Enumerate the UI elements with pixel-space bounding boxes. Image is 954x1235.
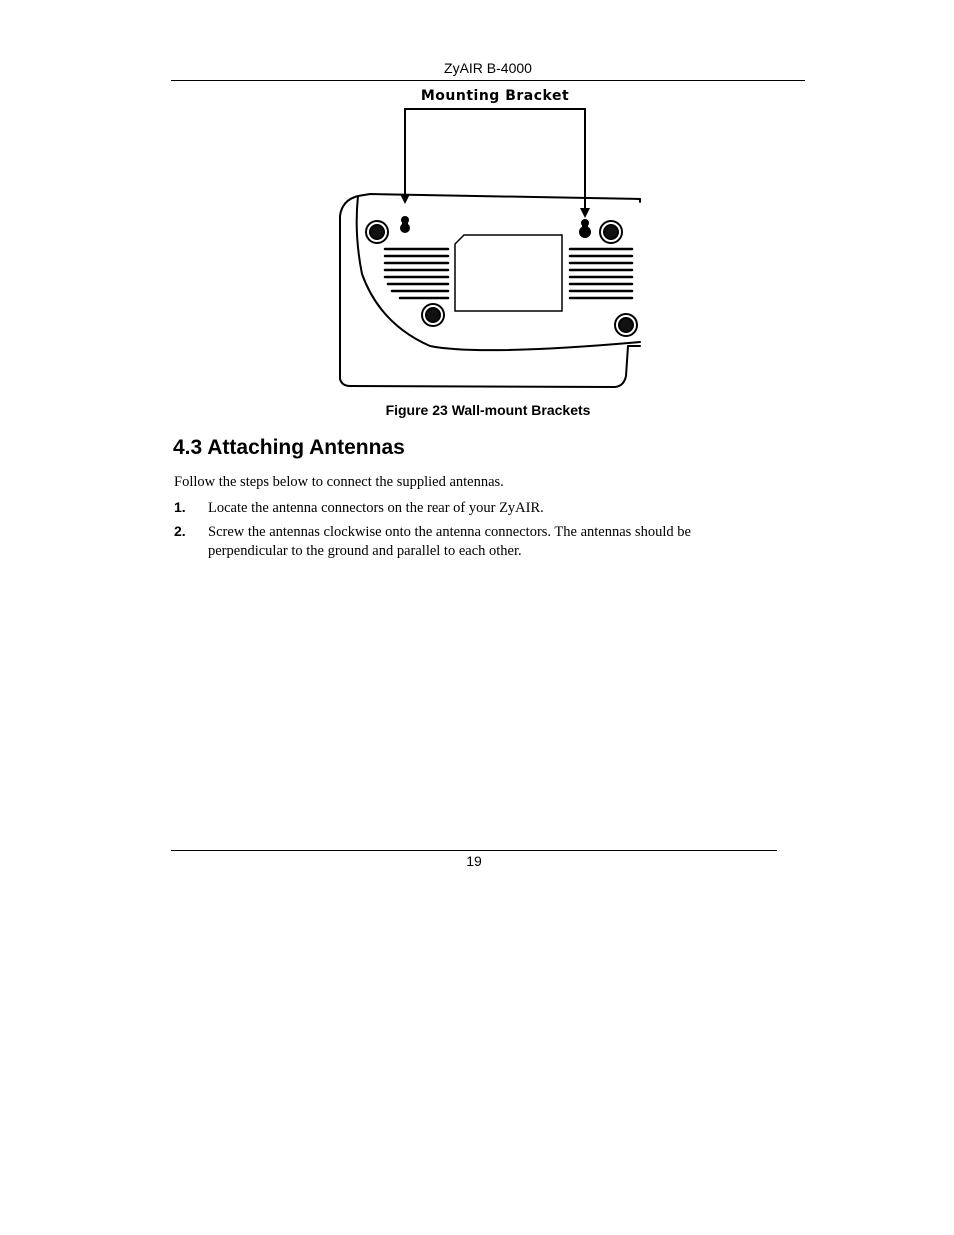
keyhole-slot-left: [400, 216, 410, 233]
header-rule: [171, 80, 805, 81]
footer-rule: [171, 850, 777, 851]
step-number: 2.: [174, 523, 186, 539]
keyhole-slot-right: [579, 219, 591, 238]
vent-slots-right: [570, 249, 632, 298]
figure-caption: Figure 23 Wall-mount Brackets: [385, 402, 591, 418]
figure-label: Mounting Bracket: [420, 88, 570, 104]
section-heading: 4.3 Attaching Antennas: [173, 436, 405, 459]
intro-paragraph: Follow the steps below to connect the supplied antennas.: [174, 474, 504, 490]
wall-mount-figure: [330, 84, 650, 394]
page-number: 19: [466, 853, 482, 869]
running-header: ZyAIR B-4000: [444, 60, 532, 76]
step-text: Locate the antenna connectors on the rear of your ZyAIR.: [208, 500, 544, 516]
step-number: 1.: [174, 499, 186, 515]
step-text: Screw the antennas clockwise onto the antenna connectors. The antennas should be perpendicular to the ground and parallel to each other.: [208, 524, 691, 559]
label-plate: [455, 235, 562, 311]
arrow-right-icon: [580, 208, 590, 218]
vent-slots-left: [385, 249, 448, 298]
